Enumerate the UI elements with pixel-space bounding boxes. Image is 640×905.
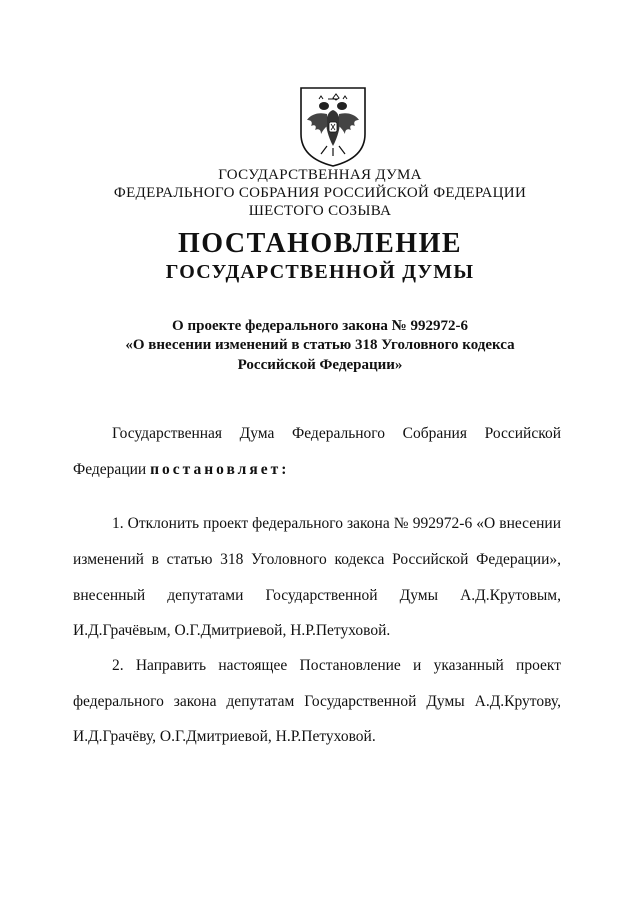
item2-line-1: 2. Направить настоящее Постановление и указанный проект — [112, 657, 561, 674]
subject-line-2: «О внесении изменений в статью 318 Уголовного кодекса — [125, 337, 515, 353]
document-title: ПОСТАНОВЛЕНИЕ — [177, 228, 463, 259]
duma-header-line-3: ШЕСТОГО СОЗЫВА — [248, 203, 392, 219]
subject-line-1: О проекте федерального закона № 992972-6 — [172, 318, 468, 334]
subject-line-3: Российской Федерации» — [237, 357, 403, 373]
duma-header-line-1: ГОСУДАРСТВЕННАЯ ДУМА — [218, 167, 422, 183]
item2-line-2: федерального закона депутатам Государственной Думы А.Д.Крутову, — [73, 693, 561, 710]
duma-header-line-2: ФЕДЕРАЛЬНОГО СОБРАНИЯ РОССИЙСКОЙ ФЕДЕРАЦИИ — [113, 185, 527, 201]
document-subtitle: ГОСУДАРСТВЕННОЙ ДУМЫ — [165, 261, 475, 283]
item1-line-3: внесенный депутатами Государственной Думы А.Д.Крутовым, — [73, 587, 561, 604]
preamble-prefix: Федерации — [73, 461, 147, 478]
coat-of-arms-emblem — [297, 84, 369, 168]
preamble-line-2 — [73, 460, 561, 480]
item1-line-2: изменений в статью 318 Уголовного кодекса Российской Федерации», — [73, 551, 561, 568]
double-headed-eagle-icon — [297, 84, 369, 168]
item2-line-3: И.Д.Грачёву, О.Г.Дмитриевой, Н.Р.Петуховой. — [73, 728, 376, 745]
preamble-line-1: Государственная Дума Федерального Собрания Российской — [112, 425, 561, 442]
item1-line-4: И.Д.Грачёвым, О.Г.Дмитриевой, Н.Р.Петуховой. — [73, 622, 391, 639]
item1-line-1: 1. Отклонить проект федерального закона № 992972-6 «О внесении — [112, 515, 561, 532]
preamble-verb: постановляет: — [150, 461, 290, 478]
